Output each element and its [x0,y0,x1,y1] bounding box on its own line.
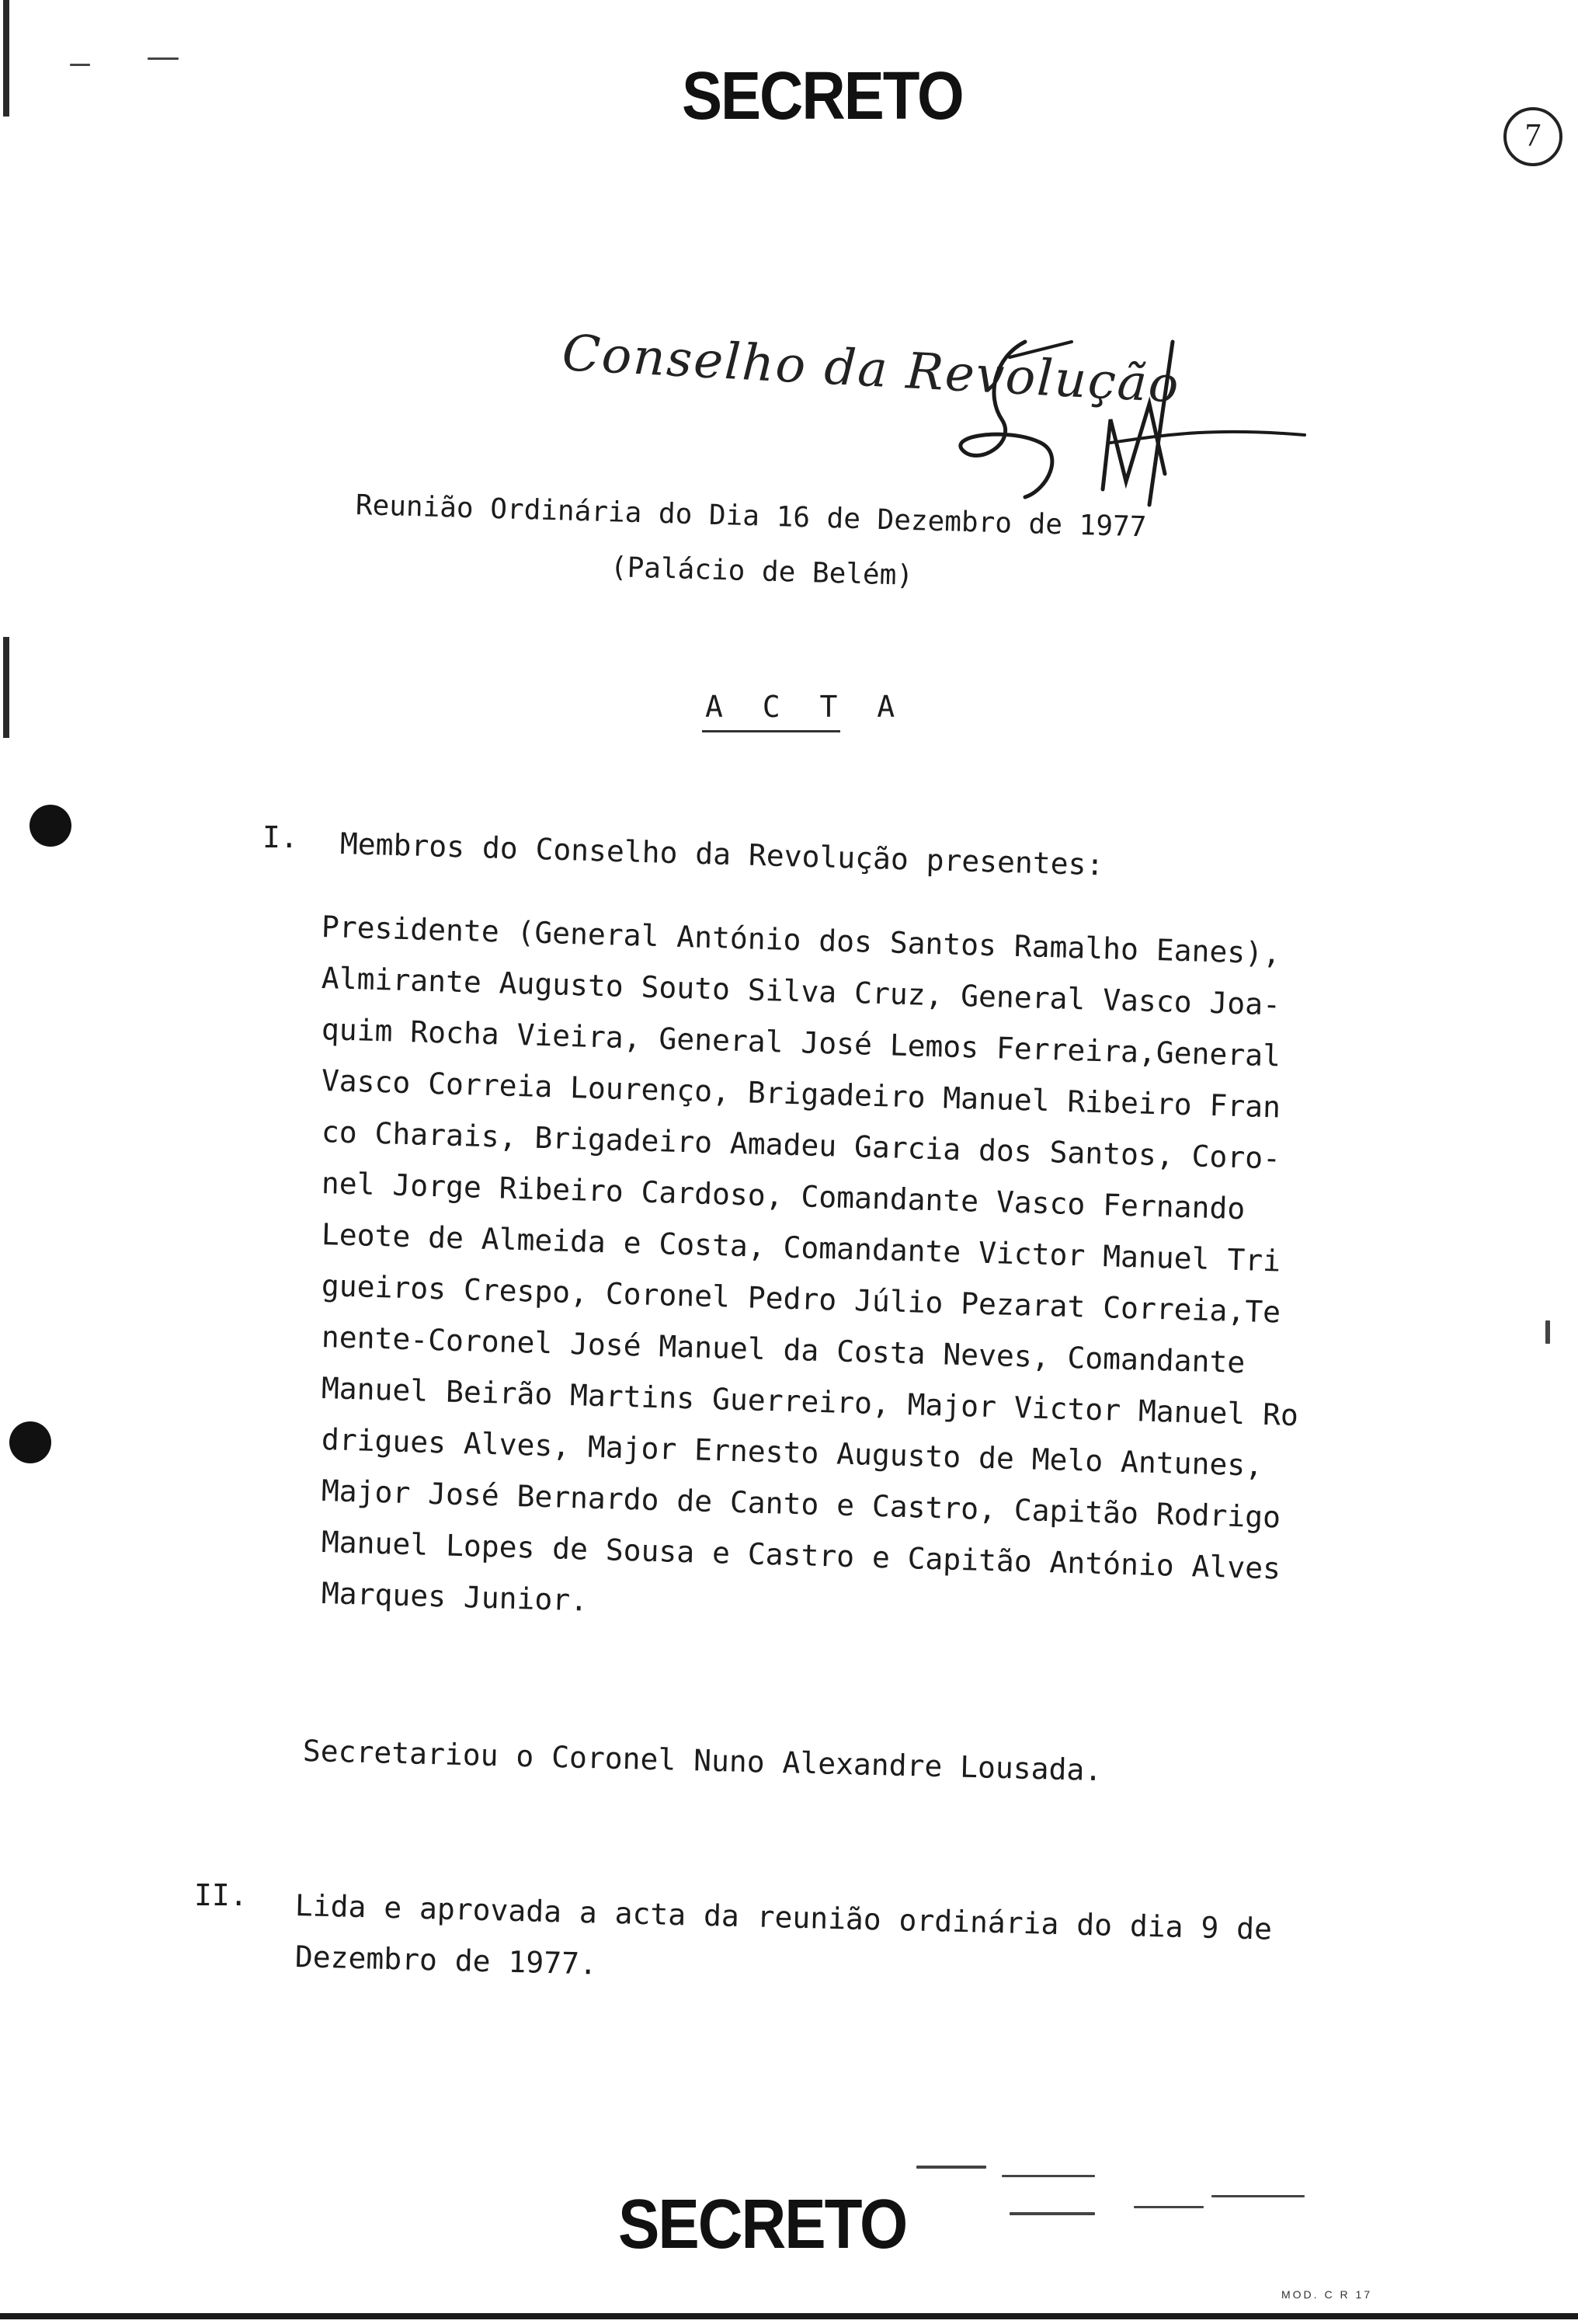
page-number-circle: 7 [1503,107,1562,166]
meeting-venue: (Palácio de Belém) [610,551,914,592]
paragraph-line: nente-Coronel José Manuel da Costa Neves, Comandante [321,1320,1246,1380]
paragraph-line: Manuel Lopes de Sousa e Castro e Capitão António Alves [321,1525,1281,1586]
secretary-line: Secretariou o Coronel Nuno Alexandre Lousada. [302,1734,1103,1788]
paragraph-line: Manuel Beirão Martins Guerreiro, Major Victor Manuel Ro [321,1371,1299,1433]
paragraph-line: Leote de Almeida e Costa, Comandante Victor Manuel Tri [321,1217,1281,1279]
document-type-title: A C T A [705,690,906,724]
punch-hole [9,1421,51,1463]
paragraph-line: Vasco Correia Lourenço, Brigadeiro Manuel Ribeiro Fran [321,1063,1281,1125]
scan-noise [70,64,90,66]
members-paragraph [322,901,1424,1619]
item-1-heading: Membros do Conselho da Revolução presentes: [339,826,1104,882]
item-number-1: I. [262,820,298,854]
item-number-2: II. [194,1878,248,1912]
paragraph-line: Lida e aprovada a acta da reunião ordinária do dia 9 de [294,1888,1273,1947]
title-underline [702,730,840,732]
scan-noise [1002,2175,1095,2177]
scan-noise [1010,2212,1095,2215]
paragraph-line: Marques Junior. [321,1576,589,1618]
item-2-paragraph [295,1880,1272,1982]
scan-noise [148,57,179,60]
paragraph-line: quim Rocha Vieira, General José Lemos Ferreira,General [321,1012,1281,1073]
letterhead-council-name: Conselho da Revolução [561,325,1182,415]
paragraph-line: co Charais, Brigadeiro Amadeu Garcia dos Santos, Coro- [321,1115,1281,1176]
scan-edge-mark [3,0,9,117]
paragraph-line: Almirante Augusto Souto Silva Cruz, General Vasco Joa- [321,961,1281,1022]
classification-stamp-bottom: SECRETO [618,2185,907,2263]
paragraph-line: nel Jorge Ribeiro Cardoso, Comandante Vasco Fernando [321,1166,1246,1226]
meeting-title: Reunião Ordinária do Dia 16 de Dezembro de 1977 [355,489,1147,544]
paragraph-line: gueiros Crespo, Coronel Pedro Júlio Pezarat Correia,Te [321,1268,1281,1330]
scan-noise [1211,2195,1305,2197]
paragraph-line: Presidente (General António dos Santos Ramalho Eanes), [321,910,1281,971]
handwritten-signature [916,311,1320,513]
scan-edge-mark [3,637,9,738]
classification-stamp-top: SECRETO [682,57,963,134]
paragraph-line: Dezembro de 1977. [294,1940,598,1981]
scan-noise [1545,1320,1550,1344]
scan-noise [916,2166,986,2169]
scan-noise [1134,2206,1204,2208]
paragraph-line: drigues Alves, Major Ernesto Augusto de Melo Antunes, [321,1422,1263,1483]
form-code: MOD. C R 17 [1281,2288,1373,2301]
scan-bottom-edge [0,2313,1578,2319]
paragraph-line: Major José Bernardo de Canto e Castro, Capitão Rodrigo [321,1473,1281,1535]
punch-hole [30,805,71,847]
